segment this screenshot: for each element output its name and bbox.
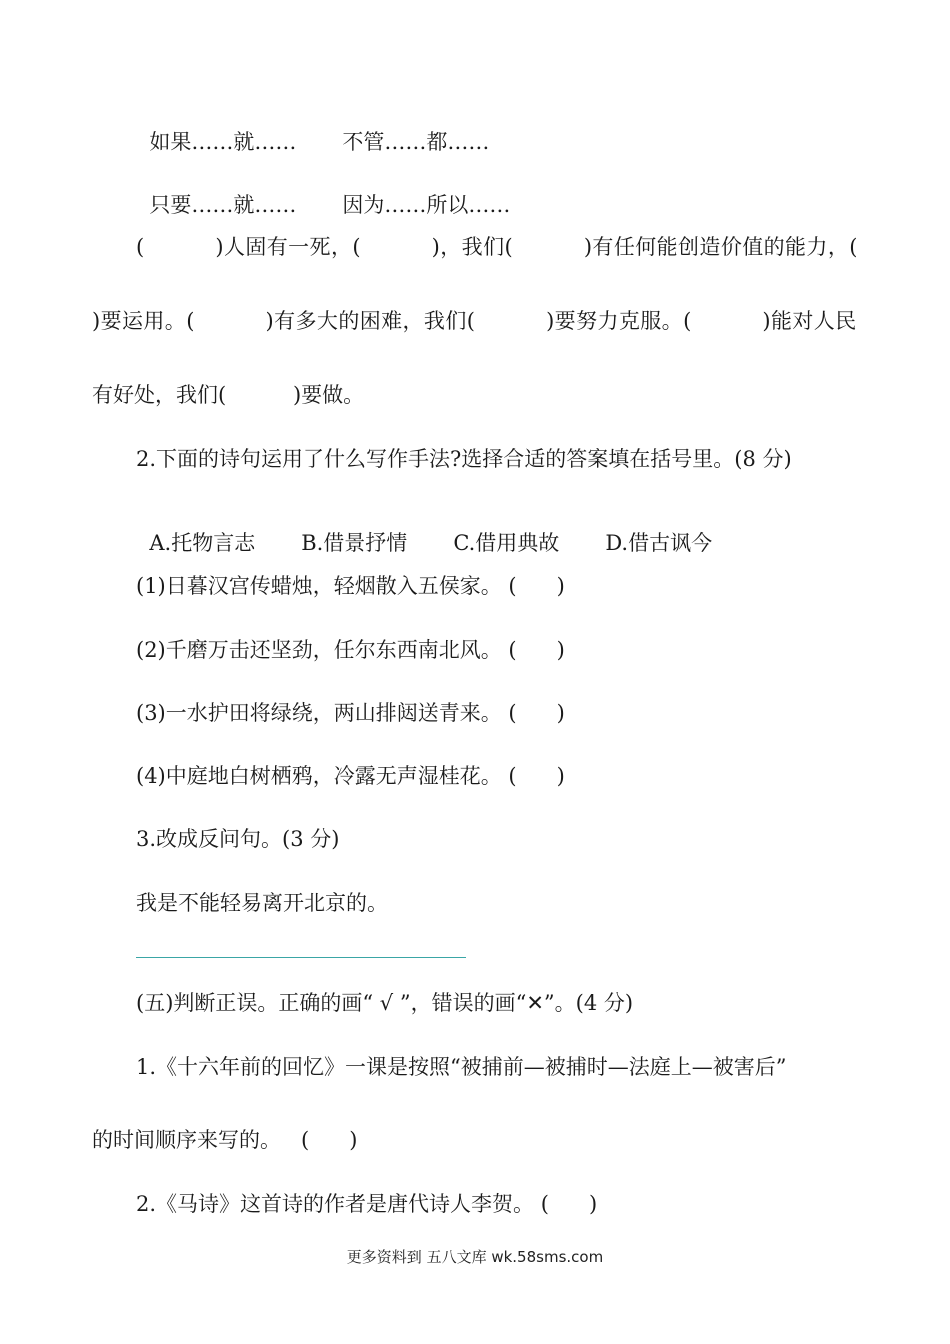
connective-row-2 — [136, 174, 510, 216]
connective-ruguo-jiu: 如果……就…… — [149, 130, 297, 154]
question-3-title: 3.改成反问句。(3 分) — [136, 827, 340, 851]
option-b: B.借景抒情 — [301, 531, 408, 555]
passage-line-3: 有好处，我们( )要做。 — [92, 383, 365, 407]
question-2-item-1: (1)日暮汉宫传蜡烛，轻烟散入五侯家。 ( ) — [136, 574, 565, 598]
section-5-item-1-line-2: 的时间顺序来写的。 ( ) — [92, 1128, 358, 1152]
passage-line-1: ( )人固有一死，( )，我们( )有任何能创造价值的能力，( — [136, 235, 858, 259]
question-2-options — [136, 512, 712, 554]
option-d: D.借古讽今 — [605, 531, 713, 555]
connective-buguan-dou: 不管……都…… — [342, 130, 490, 154]
connective-row-1 — [136, 111, 489, 153]
option-a: A.托物言志 — [149, 531, 256, 555]
answer-blank-line[interactable] — [136, 957, 466, 958]
question-2-item-4: (4)中庭地白树栖鸦，冷露无声湿桂花。 ( ) — [136, 764, 565, 788]
question-3-sentence: 我是不能轻易离开北京的。 — [136, 891, 388, 915]
connective-zhiyao-jiu: 只要……就…… — [149, 193, 297, 217]
option-c: C.借用典故 — [453, 531, 560, 555]
question-2-item-3: (3)一水护田将绿绕，两山排闼送青来。 ( ) — [136, 701, 565, 725]
section-5-item-1-line-1: 1.《十六年前的回忆》一课是按照“被捕前—被捕时—法庭上—被害后” — [136, 1055, 787, 1079]
question-2-item-2: (2)千磨万击还坚劲，任尔东西南北风。 ( ) — [136, 638, 565, 662]
question-2-title: 2.下面的诗句运用了什么写作手法?选择合适的答案填在括号里。(8 分) — [136, 447, 792, 471]
section-5-item-2: 2.《马诗》这首诗的作者是唐代诗人李贺。 ( ) — [136, 1192, 598, 1216]
connective-yinwei-suoyi: 因为……所以…… — [342, 193, 511, 217]
section-5-title: (五)判断正误。正确的画“ √ ”，错误的画“✕”。(4 分) — [136, 991, 634, 1015]
footer-source: 更多资料到 五八文库 wk.58sms.com — [346, 1248, 604, 1266]
passage-line-2: )要运用。( )有多大的困难，我们( )要努力克服。( )能对人民 — [92, 309, 857, 333]
